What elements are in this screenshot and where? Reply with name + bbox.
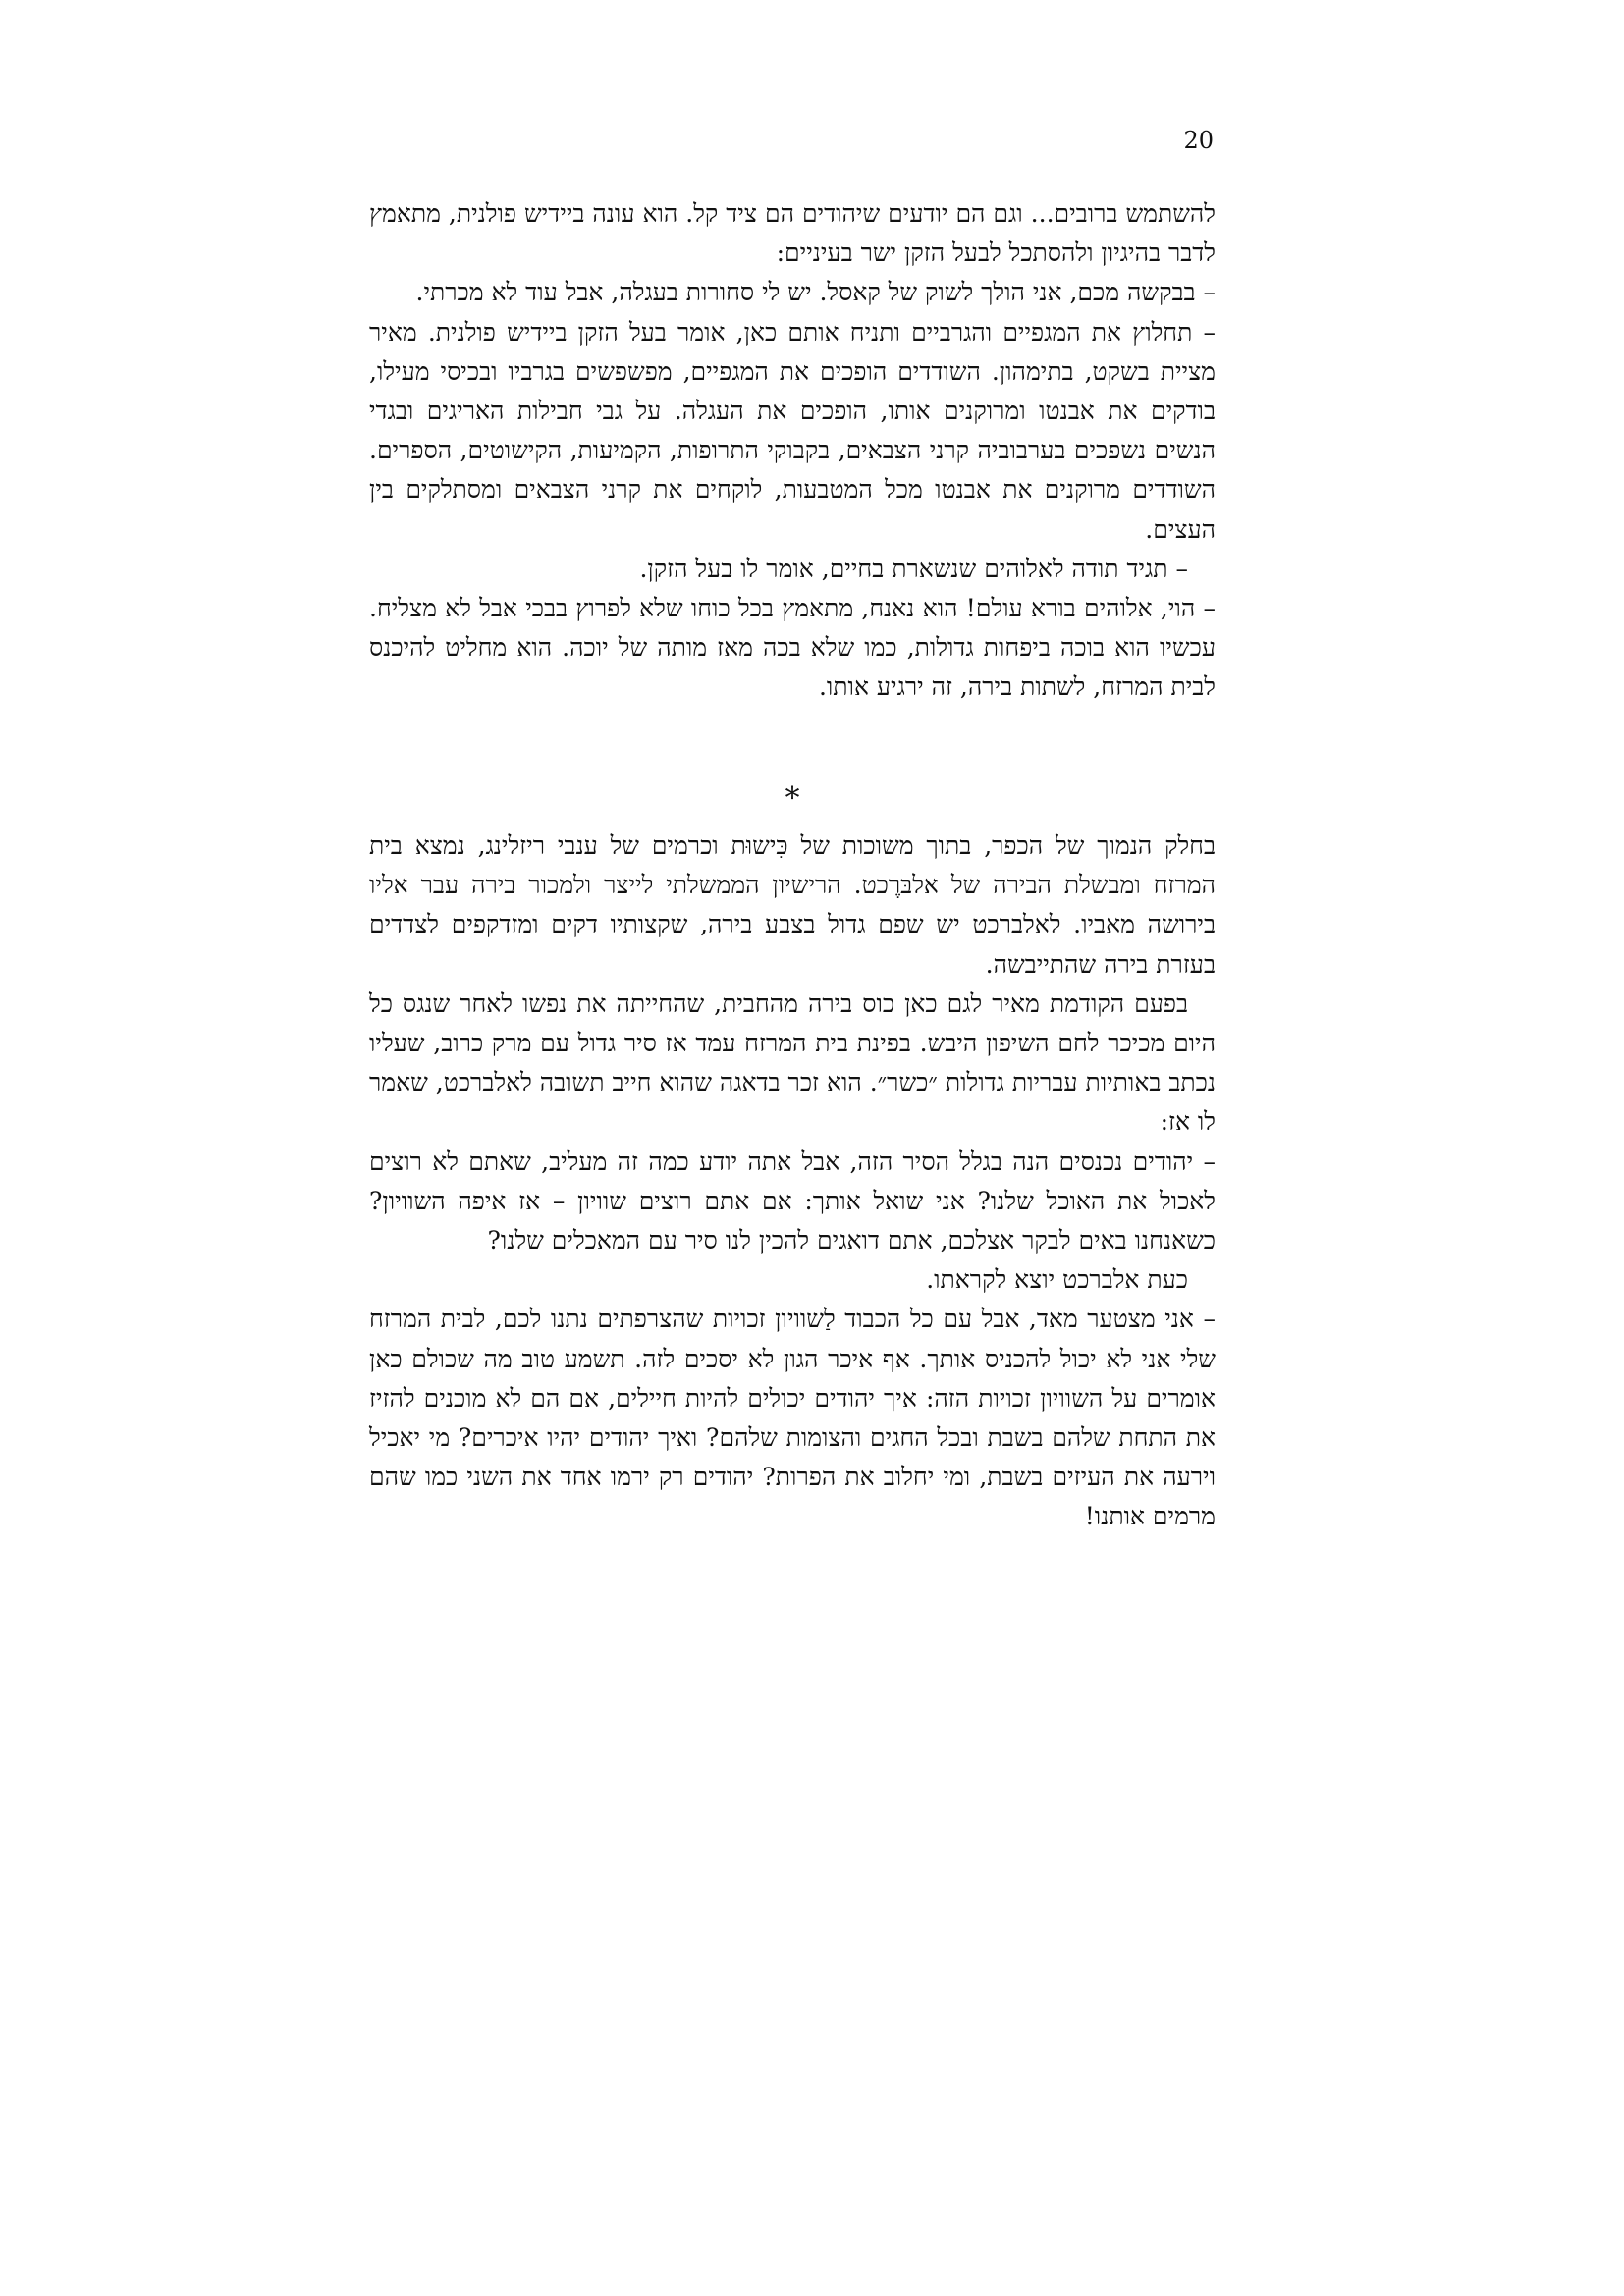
paragraph: להשתמש ברובים... וגם הם יודעים שיהודים הם ציד קל. הוא עונה ביידיש פולנית, מתאמץ לדבר בהיגיון ולהסתכל לבעל הזקן ישר בעיניים: [369, 199, 1216, 268]
paragraph: כעת אלברכט יוצא לקראתו. [926, 1265, 1188, 1295]
page-number: 20 [1183, 127, 1214, 154]
dialogue-paragraph: – יהודים נכנסים הנה בגלל הסיר הזה, אבל אתה יודע כמה זה מעליב, שאתם לא רוצים לאכול את האוכל שלנו? אני שואל אותך: אם אתם רוצים שוויון – אז איפה השוויון? כשאנחנו באים לבקר אצלכם, אתם דואגים להכין לנו סיר עם המאכלים שלנו? [369, 1147, 1216, 1255]
section-separator: * [785, 781, 800, 816]
dialogue-paragraph: – אני מצטער מאד, אבל עם כל הכבוד לַשוויון זכויות שהצרפתים נתנו לכם, לבית המרזח שלי אני לא יכול להכניס אותך. אף איכר הגון לא יסכים לזה. תשמע טוב מה שכולם כאן אומרים על השוויון זכויות הזה: איך יהודים יכולים להיות חיילים, אם הם לא מוכנים להזיז את התחת שלהם בשבת ובכל החגים והצומות שלהם? ואיך יהודים יהיו איכרים? מי יאכיל וירעה את העיזים בשבת, ומי יחלוב את הפרות? יהודים רק ירמו אחד את השני כמו שהם מרמים אותנו! [369, 1305, 1216, 1531]
text-section-1 [369, 194, 1216, 708]
dialogue-paragraph: – הוי, אלוהים בורא עולם! הוא נאנח, מתאמץ בכל כוחו שלא לפרוץ בבכי אבל לא מצליח. עכשיו הוא בוכה ביפחות גדולות, כמו שלא בכה מאז מותה של יוכה. הוא מחליט להיכנס לבית המרזח, לשתות בירה, זה ירגיע אותו. [369, 594, 1216, 702]
dialogue-paragraph: – תחלוץ את המגפיים והגרביים ותניח אותם כאן, אומר בעל הזקן ביידיש פולנית. מאיר מציית בשקט, בתימהון. השודדים הופכים את המגפיים, מפשפשים בגרביו ובכיסי מעילו, בודקים את אבנטו ומרוקנים אותו, הופכים את העגלה. על גבי חבילות האריגים ובגדי הנשים נשפכים בערבוביה קרני הצבאים, בקבוקי התרופות, הקמיעות, הקישוטים, הספרים. השודדים מרוקנים את אבנטו מכל המטבעות, לוקחים את קרני הצבאים ומסתלקים בין העצים. [369, 317, 1216, 544]
text-section-2 [369, 827, 1216, 1537]
dialogue-paragraph: – בבקשה מכם, אני הולך לשוק של קאסל. יש לי סחורות בעגלה, אבל עוד לא מכרתי. [415, 278, 1216, 307]
paragraph: בחלק הנמוך של הכפר, בתוך משוכות של כִּישוּת וכרמים של ענבי ריזלינג, נמצא בית המרזח ומבשלת הבירה של אלבּרֶכט. הרישיון הממשלתי לייצר ולמכור בירה עבר אליו בירושה מאביו. לאלברכט יש שפם גדול בצבע בירה, שקצותיו דקים ומזדקפים לצדדים בעזרת בירה שהתייבשה. [369, 831, 1216, 979]
paragraph: בפעם הקודמת מאיר לגם כאן כוס בירה מהחבית, שהחייתה את נפשו לאחר שנגס כל היום מכיכר לחם השיפון היבש. בפינת בית המרזח עמד אז סיר גדול עם מרק כרוב, שעליו נכתב באותיות עבריות גדולות ״כשר״. הוא זכר בדאגה שהוא חייב תשובה לאלברכט, שאמר לו אז: [369, 988, 1216, 1137]
dialogue-paragraph: – תגיד תודה לאלוהים שנשארת בחיים, אומר לו בעל הזקן. [639, 554, 1188, 583]
